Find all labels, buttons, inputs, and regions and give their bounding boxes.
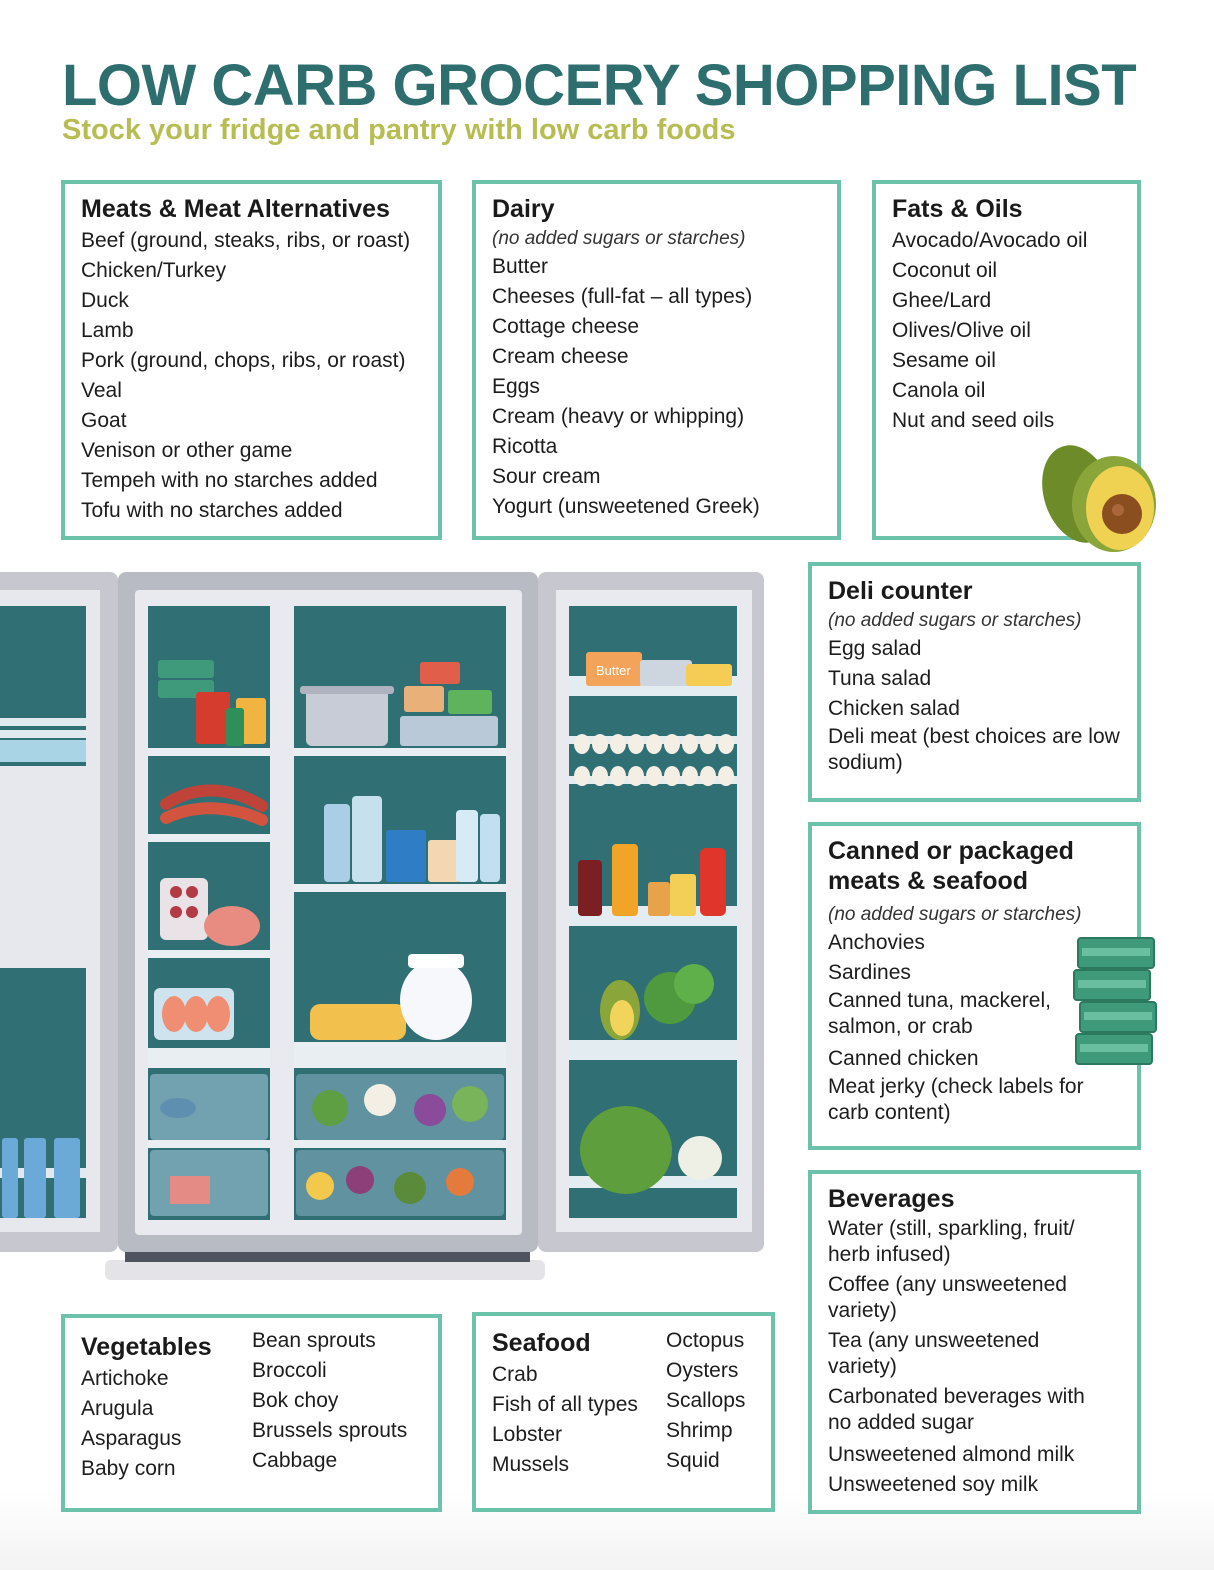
list-item: Cheeses (full-fat – all types) xyxy=(492,285,753,308)
list-item: Tempeh with no starches added xyxy=(81,469,378,492)
seafood-section xyxy=(472,1312,775,1512)
list-item: Lamb xyxy=(81,319,134,342)
list-item: Yogurt (unsweetened Greek) xyxy=(492,495,760,518)
deli-heading: Deli counter xyxy=(828,577,973,605)
list-item: Shrimp xyxy=(666,1419,733,1442)
list-item: Veal xyxy=(81,379,122,402)
meats-heading: Meats & Meat Alternatives xyxy=(81,195,390,223)
list-item: Arugula xyxy=(81,1397,154,1420)
list-item: Chicken salad xyxy=(828,697,960,720)
deli-note: (no added sugars or starches) xyxy=(828,610,1082,631)
list-item: Goat xyxy=(81,409,127,432)
list-item: Pork (ground, chops, ribs, or roast) xyxy=(81,349,406,372)
list-item: Crab xyxy=(492,1363,538,1386)
list-item: Chicken/Turkey xyxy=(81,259,227,282)
list-item: Sardines xyxy=(828,961,911,984)
list-item: Canola oil xyxy=(892,379,986,402)
list-item: Lobster xyxy=(492,1423,563,1446)
canned-heading: Canned or packaged meats & seafood xyxy=(828,837,1074,895)
list-item: Canned tuna, mackerel, salmon, or crab xyxy=(828,989,1051,1038)
butter-label: Butter xyxy=(596,663,631,678)
list-item: Meat jerky (check labels for carb content) xyxy=(828,1075,1084,1124)
list-item: Asparagus xyxy=(81,1427,182,1450)
list-item: Cottage cheese xyxy=(492,315,640,338)
list-item: Fish of all types xyxy=(492,1393,638,1416)
list-item: Egg salad xyxy=(828,637,922,660)
list-item: Unsweetened soy milk xyxy=(828,1473,1039,1496)
list-item: Sesame oil xyxy=(892,349,996,372)
vegetables-heading: Vegetables xyxy=(81,1333,212,1361)
list-item: Artichoke xyxy=(81,1367,169,1390)
list-item: Eggs xyxy=(492,375,540,398)
list-item: Avocado/Avocado oil xyxy=(892,229,1088,252)
list-item: Duck xyxy=(81,289,129,312)
list-item: Ghee/Lard xyxy=(892,289,992,312)
fats-heading: Fats & Oils xyxy=(892,195,1023,223)
seafood-heading: Seafood xyxy=(492,1329,591,1357)
list-item: Venison or other game xyxy=(81,439,293,462)
dairy-note: (no added sugars or starches) xyxy=(492,228,746,249)
page-subtitle: Stock your fridge and pantry with low carb foods xyxy=(62,114,736,146)
list-item: Squid xyxy=(666,1449,720,1472)
meats-section xyxy=(61,180,442,540)
list-item: Carbonated beverages with no added sugar xyxy=(828,1385,1085,1434)
list-item: Coffee (any unsweetened variety) xyxy=(828,1273,1067,1322)
vegetables-section xyxy=(61,1314,442,1512)
list-item: Broccoli xyxy=(252,1359,327,1382)
page-title: LOW CARB GROCERY SHOPPING LIST xyxy=(62,53,1137,118)
deli-section xyxy=(808,562,1141,802)
dairy-section xyxy=(472,180,841,540)
fridge-illustration xyxy=(0,568,770,1283)
list-item: Tea (any unsweetened variety) xyxy=(828,1329,1040,1378)
list-item: Oysters xyxy=(666,1359,739,1382)
list-item: Ricotta xyxy=(492,435,558,458)
list-item: Beef (ground, steaks, ribs, or roast) xyxy=(81,229,411,252)
list-item: Cabbage xyxy=(252,1449,338,1472)
list-item: Unsweetened almond milk xyxy=(828,1443,1075,1466)
cans-illustration xyxy=(1070,936,1158,1066)
list-item: Tuna salad xyxy=(828,667,932,690)
list-item: Butter xyxy=(492,255,549,278)
list-item: Deli meat (best choices are low sodium) xyxy=(828,725,1120,774)
list-item: Cream cheese xyxy=(492,345,629,368)
list-item: Octopus xyxy=(666,1329,745,1352)
dairy-heading: Dairy xyxy=(492,195,555,223)
list-item: Brussels sprouts xyxy=(252,1419,408,1442)
beverages-section xyxy=(808,1170,1141,1514)
list-item: Water (still, sparkling, fruit/ herb infused) xyxy=(828,1217,1075,1266)
list-item: Coconut oil xyxy=(892,259,998,282)
canned-note: (no added sugars or starches) xyxy=(828,904,1082,925)
list-item: Mussels xyxy=(492,1453,570,1476)
list-item: Scallops xyxy=(666,1389,746,1412)
list-item: Bean sprouts xyxy=(252,1329,376,1352)
list-item: Cream (heavy or whipping) xyxy=(492,405,745,428)
list-item: Bok choy xyxy=(252,1389,339,1412)
list-item: Olives/Olive oil xyxy=(892,319,1031,342)
list-item: Sour cream xyxy=(492,465,601,488)
list-item: Nut and seed oils xyxy=(892,409,1055,432)
beverages-heading: Beverages xyxy=(828,1185,955,1213)
list-item: Canned chicken xyxy=(828,1047,979,1070)
list-item: Tofu with no starches added xyxy=(81,499,343,522)
avocado-illustration xyxy=(1040,436,1162,554)
list-item: Anchovies xyxy=(828,931,925,954)
list-item: Baby corn xyxy=(81,1457,176,1480)
